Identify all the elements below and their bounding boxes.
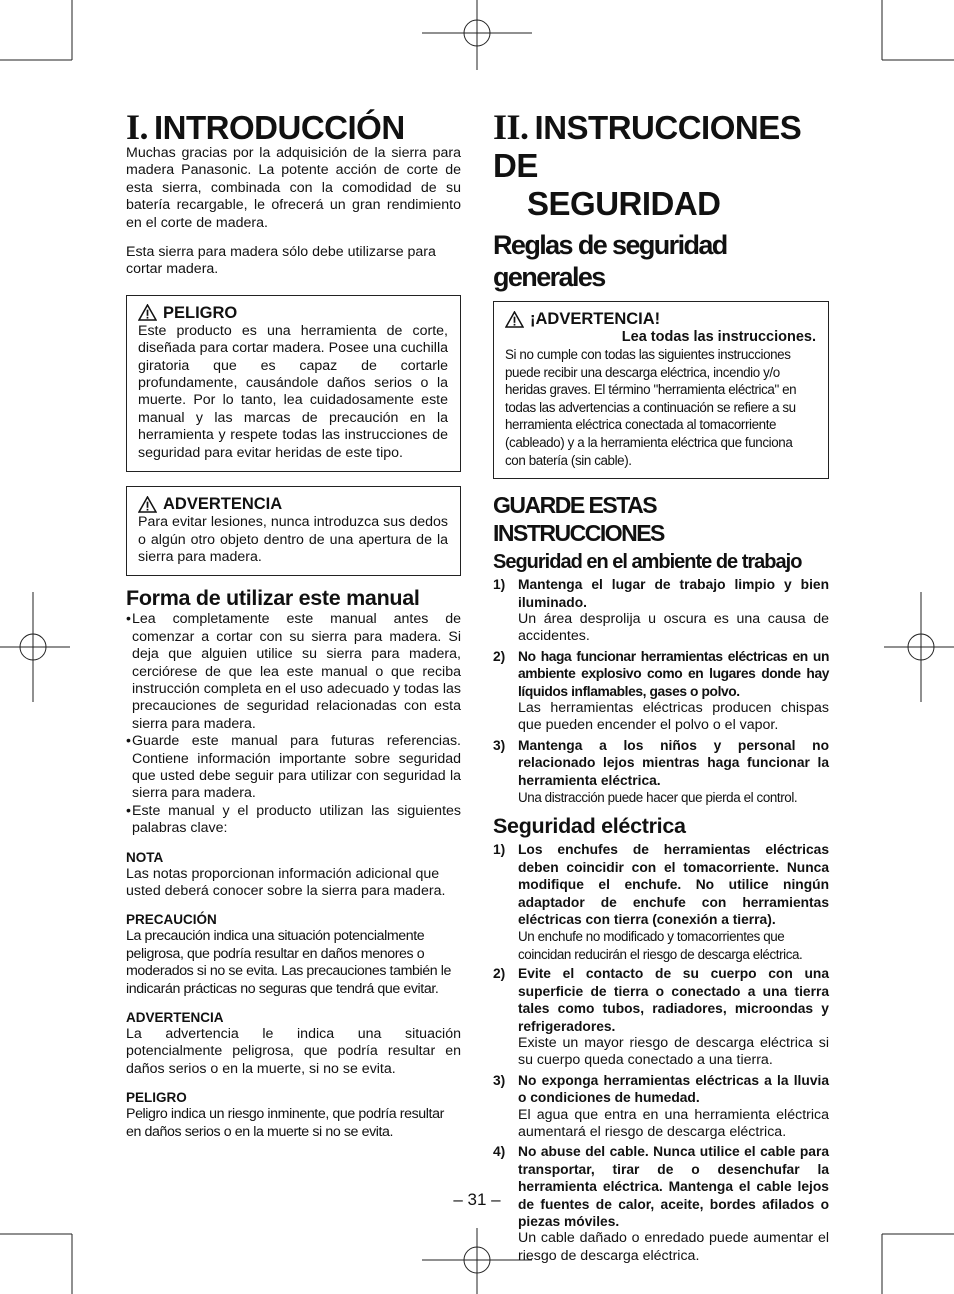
peligro-text: Este producto es una herramienta de corte, diseñada para cortar madera. Posee una cuchilla giratoria que es capaz de cortarle profundamente, causándole daños serios o la muerte. Por lo tanto, lea cuidadosamente este manual y las marcas de precaución en la herramienta y respete todas las instrucciones de seguridad para evitar heridas de este tipo. bbox=[138, 322, 448, 461]
peligro-box-title bbox=[138, 303, 448, 323]
intro-paragraph-2: Esta sierra para madera sólo debe utilizarse para cortar madera. bbox=[126, 244, 436, 278]
list-item: • Este manual y el producto utilizan las siguientes palabras clave: bbox=[126, 802, 461, 837]
advertencia-text: Para evitar lesiones, nunca introduzca sus dedos o algún otro objeto dentro de una apertura de la sierra para madera. bbox=[138, 514, 448, 565]
intro-paragraph-1: Muchas gracias por la adquisición de la sierra para madera Panasonic. La potente acción de corte de esta sierra, combinada con la comodidad de su batería recargable, le ofrecerá un gran rendimiento en el corte de madera. bbox=[126, 145, 461, 231]
warning-triangle-icon bbox=[138, 496, 157, 513]
section-number: I. bbox=[126, 107, 149, 147]
section-title-instrucciones bbox=[493, 108, 829, 223]
right-column bbox=[493, 108, 829, 1265]
warning-box-title bbox=[505, 309, 816, 329]
guarde-heading: GUARDE ESTAS INSTRUCCIONES bbox=[493, 492, 664, 547]
list-item: 1) Los enchufes de herramientas eléctricas deben coincidir con el tomacorriente. Nunca modifique el enchufe. No utilice ningún adaptador de enchufe con herramientas eléctricas con tierra (conexión a tierra). Un enchufe no modificado y tomacorrientes que coincidan reducirán el riesgo de descarga eléctrica. bbox=[493, 842, 829, 962]
term-text: La precaución indica una situación potencialmente peligrosa, que podría resultar en daños menores o moderados si no se evita. Las precauciones también le indicarán prácticas no seguras que tendrá que evitar. bbox=[126, 928, 452, 997]
warning-subtitle: Lea todas las instrucciones. bbox=[621, 329, 816, 345]
list-item: 3) No exponga herramientas eléctricas a la lluvia o condiciones de humedad. El agua que entra en una herramienta eléctrica aumentará el riesgo de descarga eléctrica. bbox=[493, 1072, 829, 1140]
advertencia-label: ADVERTENCIA bbox=[163, 495, 283, 514]
work-area-heading: Seguridad en el ambiente de trabajo bbox=[493, 551, 802, 574]
term-text: Peligro indica un riesgo inminente, que podría resultar en daños serios o en la muerte si no se evita. bbox=[126, 1106, 444, 1140]
warning-triangle-icon bbox=[138, 304, 157, 321]
section-title-introduccion bbox=[126, 108, 461, 147]
rules-heading: Reglas de seguridad generales bbox=[493, 230, 727, 292]
list-item: 1) Mantenga el lugar de trabajo limpio y bien iluminado. Un área desprolija u oscura es una causa de accidentes. bbox=[493, 577, 829, 645]
term-label: PELIGRO bbox=[126, 1090, 187, 1106]
section-title-text: INTRODUCCIÓN bbox=[154, 109, 405, 146]
warning-triangle-icon bbox=[505, 311, 524, 328]
electrical-heading: Seguridad eléctrica bbox=[493, 814, 686, 839]
warning-text: Si no cumple con todas las siguientes instrucciones puede recibir una descarga eléctrica, incendio y/o heridas graves. El término "herramienta eléctrica" en todas las advertencias a continuación se refiere a su herramienta eléctrica conectada al tomacorriente (cableado) y a la herramienta eléctrica que funciona con batería (sin cable). bbox=[505, 347, 797, 468]
advertencia-box-title bbox=[138, 494, 448, 514]
section-number: II. bbox=[493, 107, 529, 147]
list-item: 3) Mantenga a los niños y personal no relacionado lejos mientras haga funcionar la herramienta eléctrica. Una distracción puede hacer que pierda el control. bbox=[493, 737, 829, 806]
list-item: 2) No haga funcionar herramientas eléctricas en un ambiente explosivo como en lugares donde hay líquidos inflamables, gases o polvo. Las herramientas eléctricas producen chispas que pueden encender el polvo o el vapor. bbox=[493, 648, 829, 734]
peligro-box bbox=[126, 295, 461, 472]
term-text: Las notas proporcionan información adicional que usted deberá conocer sobre la sierra para madera. bbox=[126, 865, 446, 899]
page-number: – 31 – bbox=[453, 1190, 501, 1209]
advertencia-all-box bbox=[493, 301, 829, 479]
list-item: • Guarde este manual para futuras referencias. Contiene información importante sobre seguridad que usted debe seguir para utilizar con seguridad la sierra para madera. bbox=[126, 733, 461, 802]
term-label: NOTA bbox=[126, 849, 164, 865]
list-item: 2) Evite el contacto de su cuerpo con una superficie de tierra o conectado a una tierra tales como tubos, radiadores, microondas y refrigeradores. Existe un mayor riesgo de descarga eléctrica si su cuerpo queda conectado a una tierra. bbox=[493, 966, 829, 1069]
section-title-line1: INSTRUCCIONES DE bbox=[493, 109, 802, 184]
list-item: • Lea completamente este manual antes de comenzar a cortar con su sierra para madera. Si deja que alguien utilice su sierra para madera, cerciórese de que lea este manual o que reciba instrucción completa en el uso adecuado y todas las precauciones de seguridad relacionadas con esta sierra para madera. bbox=[126, 611, 461, 732]
list-item: 4) No abuse del cable. Nunca utilice el cable para transportar, tirar de o desenchufar la herramienta eléctrica. Mantenga el cable lejos de fuentes de calor, aceite, bordes afilados o piezas móviles. Un cable dañado o enredado puede aumentar el riesgo de descarga eléctrica. bbox=[493, 1144, 829, 1264]
warning-label: ¡ADVERTENCIA! bbox=[530, 310, 661, 328]
term-text: La advertencia le indica una situación potencialmente peligrosa, que podría resultar en daños serios o en la muerte, si no se evita. bbox=[126, 1026, 461, 1077]
left-column bbox=[126, 108, 461, 1141]
manual-heading: Forma de utilizar este manual bbox=[126, 586, 420, 611]
advertencia-box bbox=[126, 486, 461, 576]
section-title-line2: SEGURIDAD bbox=[527, 185, 721, 222]
term-label: PRECAUCIÓN bbox=[126, 912, 217, 928]
peligro-label: PELIGRO bbox=[163, 303, 238, 322]
term-label: ADVERTENCIA bbox=[126, 1010, 224, 1026]
